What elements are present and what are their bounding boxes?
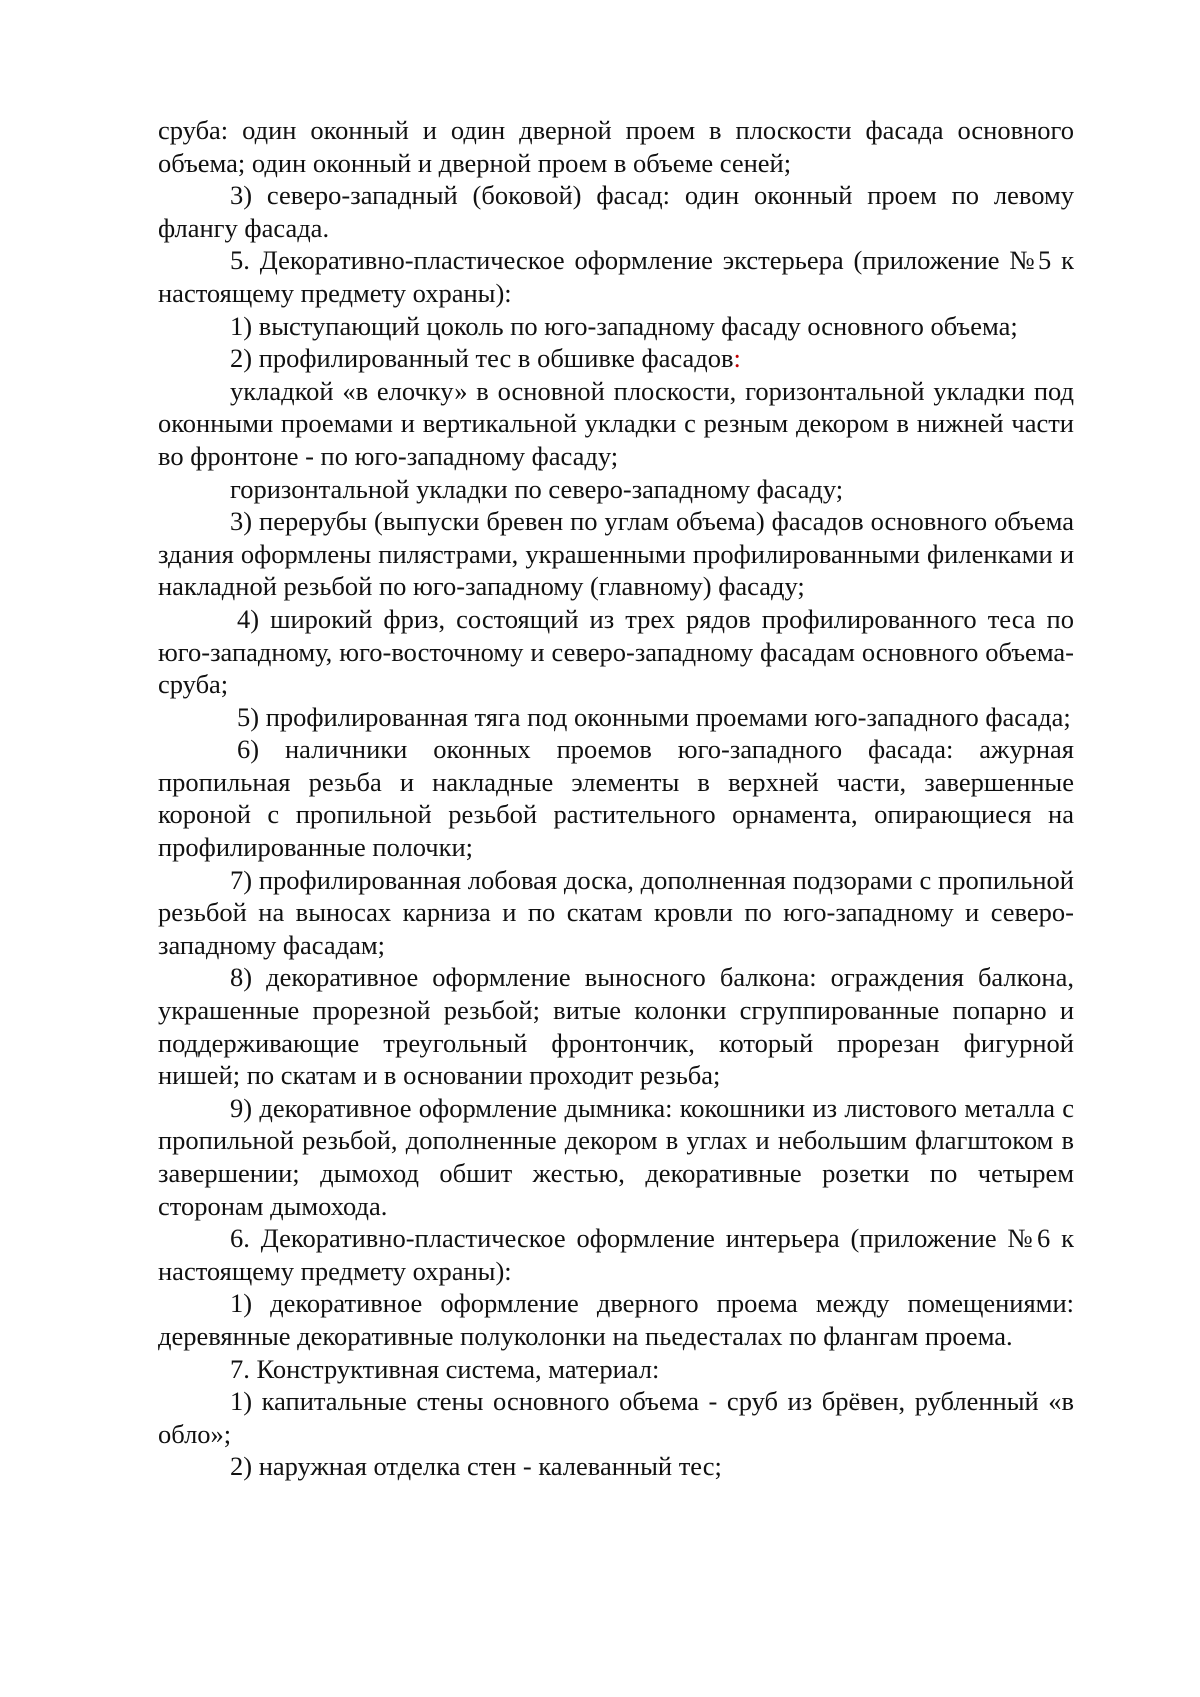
paragraph-section-6-heading: 6. Декоративно-пластическое оформление интерьера (приложение №6 к настоящему предмету охраны): bbox=[158, 1223, 1074, 1286]
paragraph-facade-openings: сруба: один оконный и один дверной проем в плоскости фасада основного объема; один оконный и дверной проем в объеме сеней; bbox=[158, 115, 1074, 178]
paragraph-northwest-facade: 3) северо-западный (боковой) фасад: один оконный проем по левому флангу фасада. bbox=[158, 180, 1074, 243]
paragraph-section-5-heading: 5. Декоративно-пластическое оформление экстерьера (приложение №5 к настоящему предмету охраны): bbox=[158, 245, 1074, 308]
document-page bbox=[158, 114, 1074, 1483]
paragraph-5-3-corners: 3) перерубы (выпуски бревен по углам объема) фасадов основного объема здания оформлены пилястрами, украшенными профилированными филенками и накладной резьбой по юго-западному (главному) фасаду; bbox=[158, 506, 1074, 602]
paragraph-5-2-colon: : bbox=[733, 343, 741, 374]
paragraph-5-5-cornice: 5) профилированная тяга под оконными проемами юго-западного фасада; bbox=[237, 701, 1071, 732]
paragraph-herringbone-laying: укладкой «в елочку» в основной плоскости, горизонтальной укладки под оконными проемами и вертикальной укладки с резным декором в нижней части во фронтоне - по юго-западному фасаду; bbox=[158, 375, 1074, 471]
paragraph-5-7-fascia-board: 7) профилированная лобовая доска, дополненная подзорами с пропильной резьбой на выносах карниза и по скатам кровли по юго-западному и северо-западному фасадам; bbox=[158, 864, 1074, 960]
paragraph-5-6-window-frames: 6) наличники оконных проемов юго-западного фасада: ажурная пропильная резьба и накладные элементы в верхней части, завершенные короной с пропильной резьбой растительного орнамента, опирающиеся на профилированные полочки; bbox=[158, 734, 1074, 863]
paragraph-5-8-balcony: 8) декоративное оформление выносного балкона: ограждения балкона, украшенные прорезной резьбой; витые колонки сгруппированные попарно и поддерживающие треугольный фронтончик, который прорезан фигурной нишей; по скатам и в основании проходит резьба; bbox=[158, 962, 1074, 1091]
paragraph-5-2-planking bbox=[158, 342, 1074, 375]
paragraph-5-2-text: 2) профилированный тес в обшивке фасадов bbox=[230, 343, 734, 374]
paragraph-5-9-chimney: 9) декоративное оформление дымника: кокошники из листового металла с пропильной резьбой, дополненные декором в углах и небольшим флагштоком в завершении; дымоход обшит жестью, декоративные розетки по четырем сторонам дымохода. bbox=[158, 1092, 1074, 1221]
paragraph-5-4-frieze: 4) широкий фриз, состоящий из трех рядов профилированного теса по юго-западному, юго-восточному и северо-западному фасадам основного объема-сруба; bbox=[158, 603, 1074, 700]
paragraph-horizontal-laying: горизонтальной укладки по северо-западному фасаду; bbox=[230, 473, 844, 504]
paragraph-section-7-heading: 7. Конструктивная система, материал: bbox=[230, 1353, 660, 1384]
paragraph-7-1-walls: 1) капитальные стены основного объема - сруб из брёвен, рубленный «в обло»; bbox=[158, 1386, 1074, 1449]
paragraph-6-1-doorway: 1) декоративное оформление дверного проема между помещениями: деревянные декоративные полуколонки на пьедесталах по флангам проема. bbox=[158, 1288, 1074, 1351]
paragraph-7-2-finish: 2) наружная отделка стен - калеванный тес; bbox=[230, 1451, 722, 1482]
paragraph-5-1-plinth: 1) выступающий цоколь по юго-западному фасаду основного объема; bbox=[230, 310, 1018, 341]
